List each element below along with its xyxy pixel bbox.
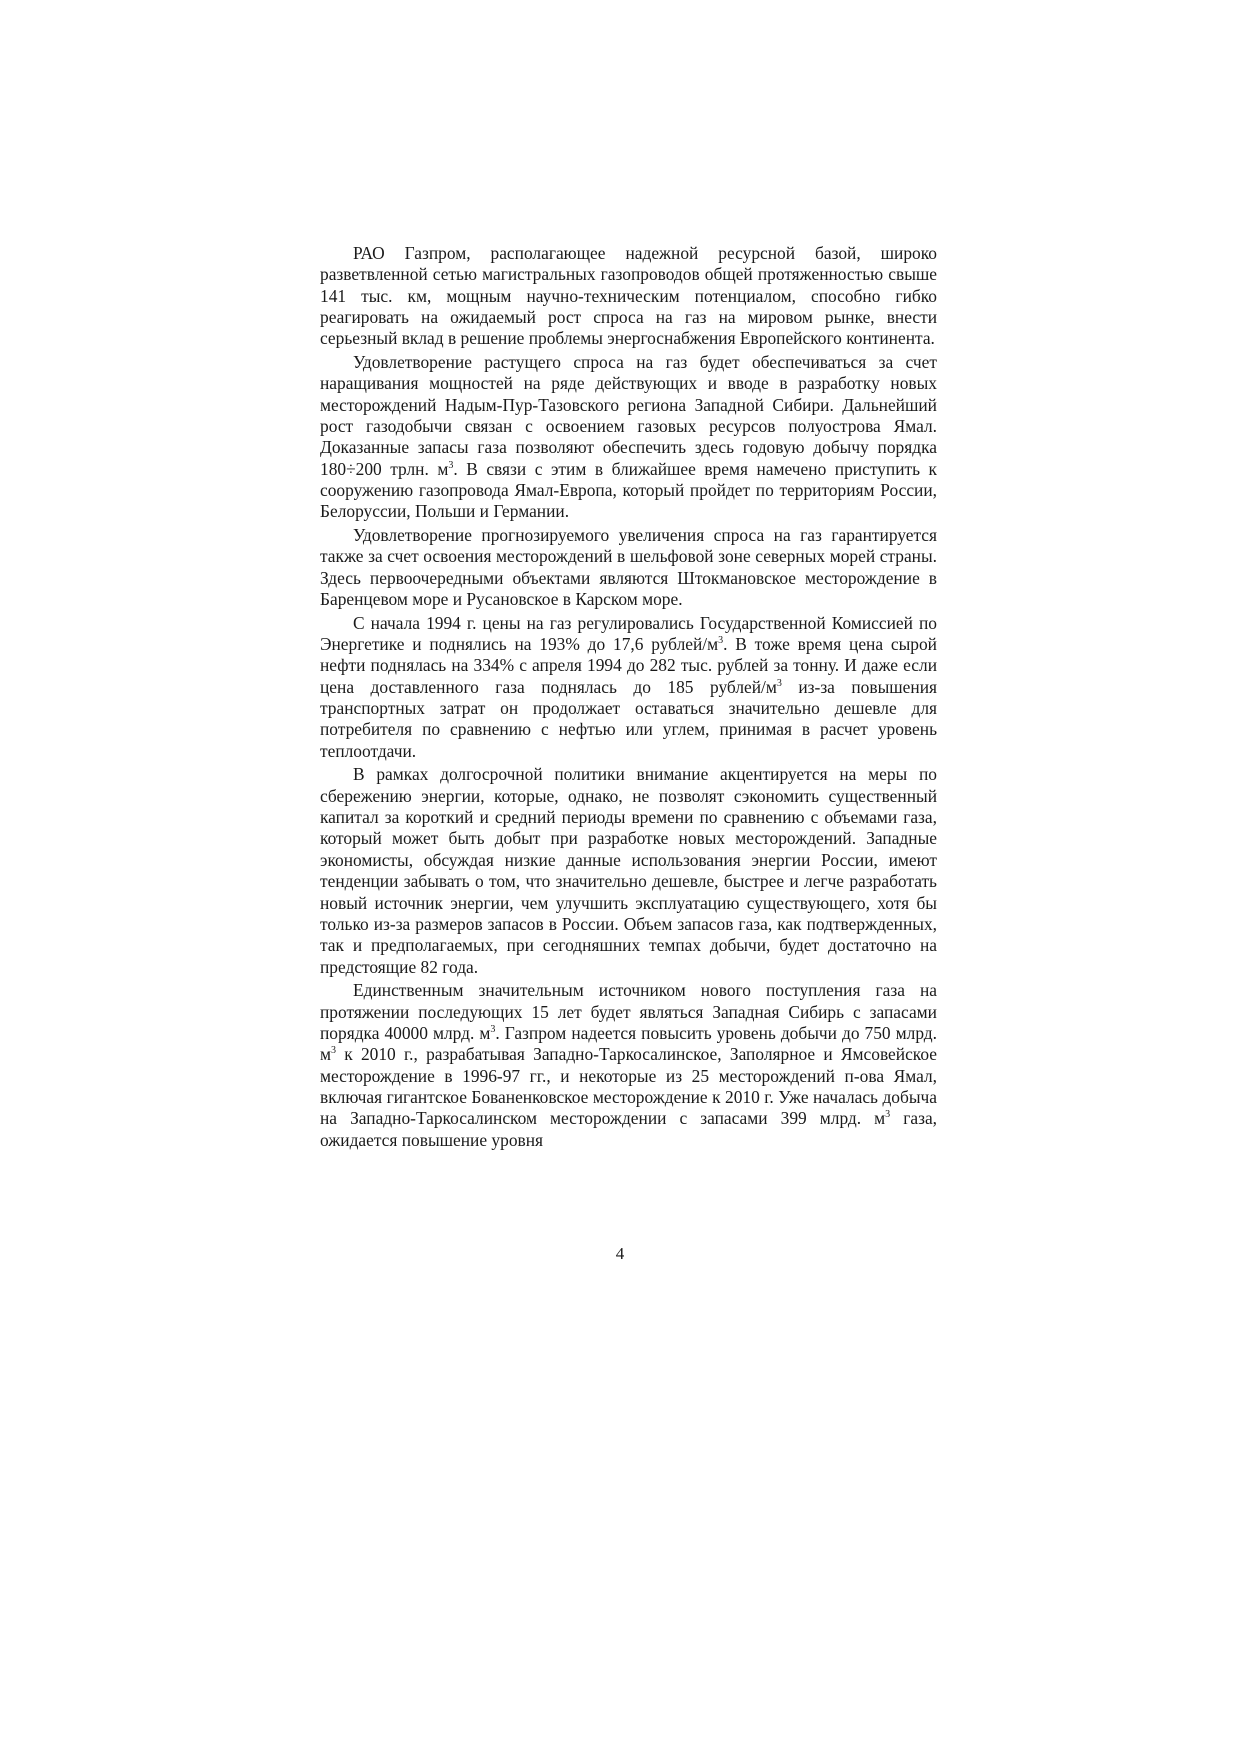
superscript-exponent: 3 <box>718 635 724 647</box>
paragraph-text: С начала 1994 г. цены на газ регулировались Государственной Комиссией по Энергетике и поднялись на 193% до 17,6 рублей/м <box>320 612 937 655</box>
superscript-exponent: 3 <box>331 1045 337 1057</box>
paragraph-text: В рамках долгосрочной политики внимание акцентируется на меры по сбережению энергии, которые, однако, не позволят сэкономить существенный капитал за короткий и средний периоды времени по сравнению с объемами газа, который может быть добыт при разработке новых месторождений. Западные экономисты, обсуждая низкие данные использования энергии России, имеют тенденции забывать о том, что значительно дешевле, быстрее и легче разработать новый источник энергии, чем улучшить эксплуатацию существующего, хотя бы только из-за размеров запасов в России. Объем запасов газа, как подтвержденных, так и предполагаемых, при сегодняшних темпах добычи, будет достаточно на предстоящие 82 года. <box>320 764 937 977</box>
paragraph-text: . Газпром надеется повысить уровень добычи до 750 млрд. м <box>320 1022 937 1065</box>
paragraph <box>320 352 937 523</box>
paragraph-text: . В тоже время цена сырой нефти поднялась на 334% с апреля 1994 до 282 тыс. рублей за тонну. И даже если цена доставленного газа поднялась до 185 рублей/м <box>320 634 937 697</box>
superscript-exponent: 3 <box>776 677 782 689</box>
paragraph <box>320 980 937 1151</box>
body-text <box>320 243 937 1151</box>
paragraph <box>320 764 937 977</box>
paragraph-text: к 2010 г., разрабатывая Западно-Таркосалинское, Заполярное и Ямсовейское месторождение в 1996-97 гг., и некоторые из 25 месторождений п-ова Ямал, включая гигантское Бованенковское месторождение к 2010 г. Уже началась добыча на Западно-Таркосалинском месторождении с запасами 399 млрд. м <box>320 1044 937 1129</box>
superscript-exponent: 3 <box>885 1109 891 1121</box>
paragraph-text: из-за повышения транспортных затрат он продолжает оставаться значительно дешевле для потребителя по сравнению с нефтью или углем, принимая в расчет уровень теплоотдачи. <box>320 676 938 761</box>
paragraph <box>320 613 937 762</box>
paragraph <box>320 525 937 610</box>
page-number: 4 <box>615 1244 625 1263</box>
superscript-exponent: 3 <box>448 459 454 471</box>
paragraph-text: Удовлетворение прогнозируемого увеличения спроса на газ гарантируется также за счет освоения месторождений в шельфовой зоне северных морей страны. Здесь первоочередными объектами являются Штокмановское месторождение в Баренцевом море и Русановское в Карском море. <box>320 525 937 610</box>
paragraph-text: Удовлетворение растущего спроса на газ будет обеспечиваться за счет наращивания мощностей на ряде действующих и вводе в разработку новых месторождений Надым-Пур-Тазовского региона Западной Сибири. Дальнейший рост газодобычи связан с освоением газовых ресурсов полуострова Ямал. Доказанные запасы газа позволяют обеспечить здесь годовую добычу порядка 180÷200 трлн. м <box>320 352 937 479</box>
paragraph-text: . В связи с этим в ближайшее время намечено приступить к сооружению газопровода Ямал-Европа, который пройдет по территориям России, Белоруссии, Польши и Германии. <box>320 458 937 522</box>
paragraph-text: газа, ожидается повышение уровня <box>320 1108 938 1150</box>
paragraph-text: Единственным значительным источником нового поступления газа на протяжении последующих 15 лет будет являться Западная Сибирь с запасами порядка 40000 млрд. м <box>320 980 937 1043</box>
superscript-exponent: 3 <box>490 1023 496 1035</box>
paragraph <box>320 243 937 350</box>
paragraph-text: РАО Газпром, располагающее надежной ресурсной базой, широко разветвленной сетью магистральных газопроводов общей протяженностью свыше 141 тыс. км, мощным научно-техническим потенциалом, способно гибко реагировать на ожидаемый рост спроса на газ на мировом рынке, внести серьезный вклад в решение проблемы энергоснабжения Европейского континента. <box>320 243 937 349</box>
